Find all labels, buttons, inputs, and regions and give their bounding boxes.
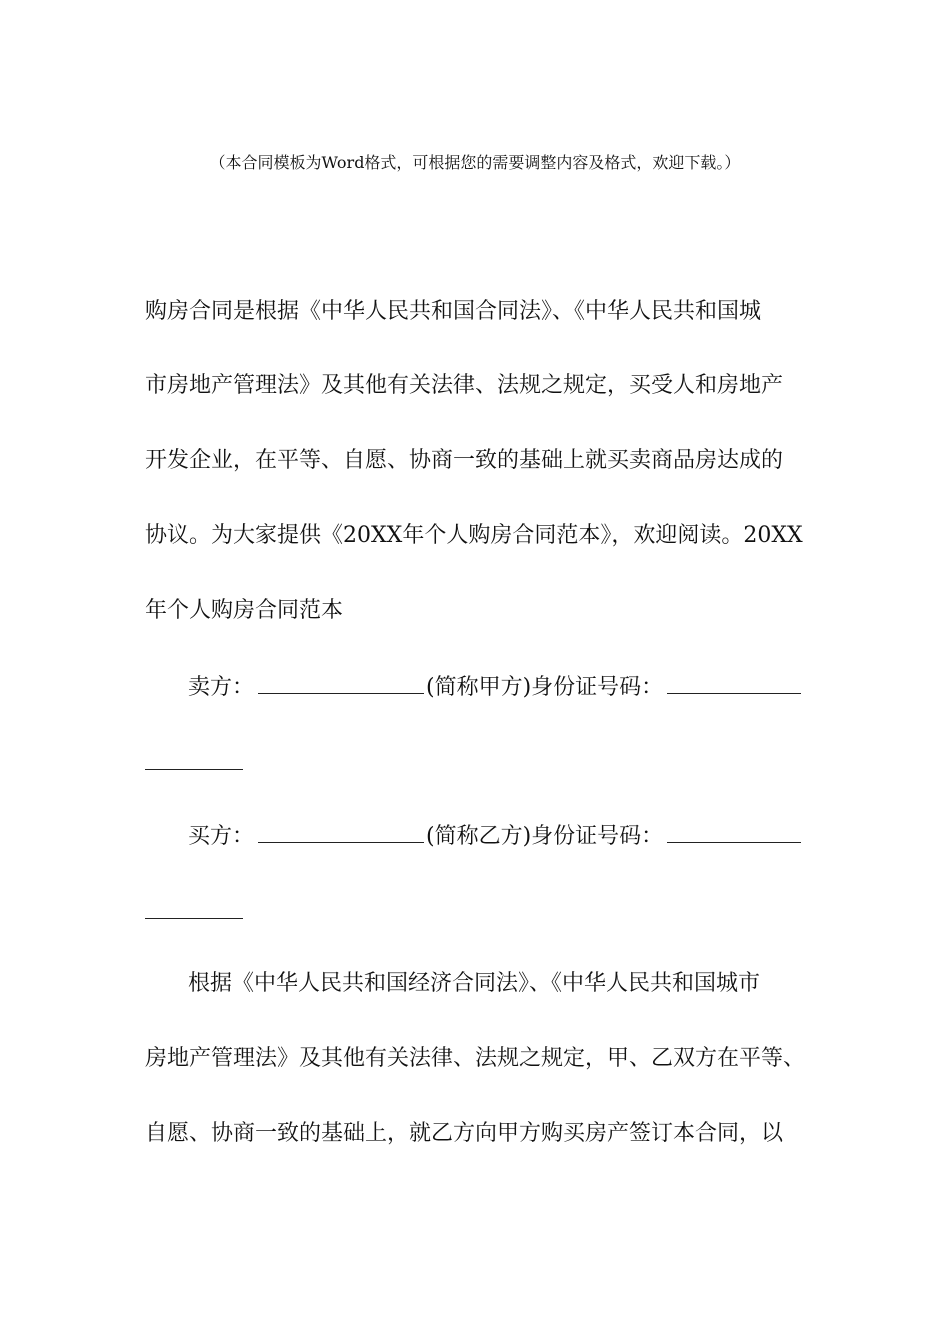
buyer-line	[188, 820, 801, 852]
buyer-label: 买方：	[188, 824, 255, 849]
buyer-abbrev: (简称乙方)身份证号码：	[426, 824, 664, 849]
seller-id-blank[interactable]	[667, 671, 801, 694]
intro-line-1: 购房合同是根据《中华人民共和国合同法》、《中华人民共和国城	[145, 299, 762, 324]
body-line-2: 房地产管理法》及其他有关法律、法规之规定，甲、乙双方在平等、	[145, 1046, 806, 1071]
intro-line-2: 市房地产管理法》及其他有关法律、法规之规定，买受人和房地产	[145, 373, 784, 398]
buyer-id-blank[interactable]	[667, 820, 801, 843]
seller-abbrev: (简称甲方)身份证号码：	[426, 675, 664, 700]
seller-id-blank-continued[interactable]	[145, 769, 243, 770]
seller-label: 卖方：	[188, 675, 255, 700]
template-notice: （本合同模板为Word格式，可根据您的需要调整内容及格式，欢迎下载。）	[209, 153, 741, 172]
seller-line	[188, 671, 801, 703]
buyer-id-blank-continued[interactable]	[145, 918, 243, 919]
buyer-name-blank[interactable]	[258, 820, 424, 843]
intro-line-4: 协议。为大家提供《20XX年个人购房合同范本》，欢迎阅读。20XX	[145, 523, 803, 548]
body-line-3: 自愿、协商一致的基础上，就乙方向甲方购买房产签订本合同，以	[145, 1121, 784, 1146]
intro-line-5: 年个人购房合同范本	[145, 598, 344, 623]
seller-name-blank[interactable]	[258, 671, 424, 694]
body-line-1: 根据《中华人民共和国经济合同法》、《中华人民共和国城市	[188, 971, 761, 996]
intro-line-3: 开发企业，在平等、自愿、协商一致的基础上就买卖商品房达成的	[145, 448, 784, 473]
